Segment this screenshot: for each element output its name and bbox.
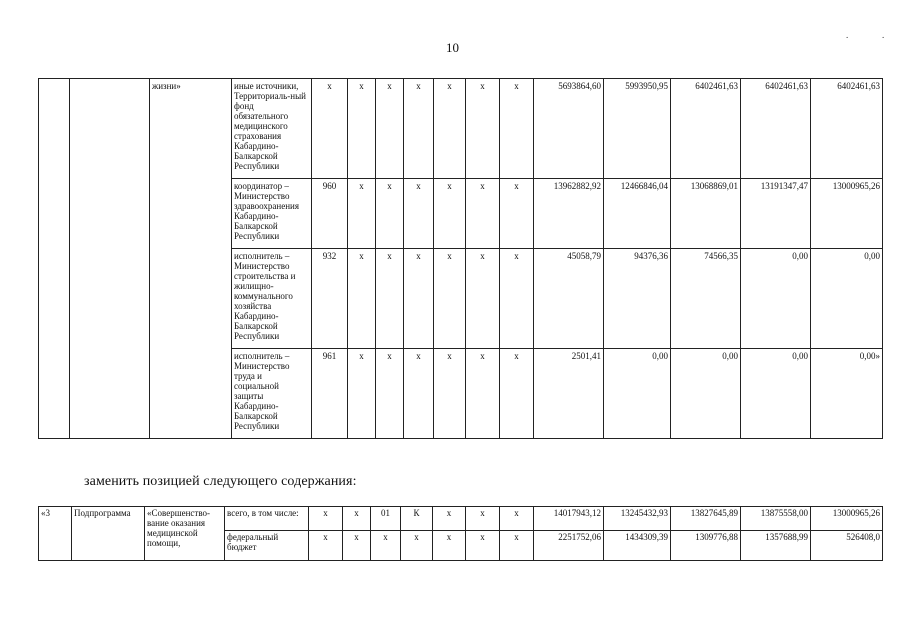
value-cell: 526408,0 <box>811 531 883 561</box>
value-cell: 1434309,39 <box>604 531 671 561</box>
value-cell: 45058,79 <box>534 249 604 349</box>
program-name-cell: «Совершенство-вание оказания медицинской помощи, <box>145 507 225 561</box>
code-cell: x <box>343 531 371 561</box>
code-cell: x <box>434 79 466 179</box>
value-cell: 0,00 <box>741 249 811 349</box>
funding-source-cell: исполнитель – Министерство труда и социальной защиты Кабардино-Балкарской Республики <box>232 349 312 439</box>
value-cell: 13962882,92 <box>534 179 604 249</box>
code-cell: x <box>500 79 534 179</box>
scan-mark: . <box>846 30 849 40</box>
position-number-cell: «3 <box>39 507 72 561</box>
value-cell: 0,00 <box>811 249 883 349</box>
program-financing-table-continuation <box>38 78 883 439</box>
value-cell: 74566,35 <box>671 249 741 349</box>
code-cell: x <box>433 507 466 531</box>
code-cell: К <box>401 507 433 531</box>
value-cell: 2251752,06 <box>534 531 604 561</box>
code-cell: x <box>404 249 434 349</box>
value-cell: 6402461,63 <box>741 79 811 179</box>
value-cell: 13875558,00 <box>741 507 811 531</box>
value-cell: 14017943,12 <box>534 507 604 531</box>
value-cell: 94376,36 <box>604 249 671 349</box>
code-cell: x <box>348 179 376 249</box>
table-cell <box>39 79 70 439</box>
value-cell: 0,00 <box>604 349 671 439</box>
table-row <box>39 79 883 179</box>
value-cell: 2501,41 <box>534 349 604 439</box>
code-cell: x <box>404 179 434 249</box>
code-cell: x <box>348 79 376 179</box>
code-cell: x <box>434 249 466 349</box>
position-type-cell: Подпрограмма <box>72 507 145 561</box>
value-cell: 0,00 <box>671 349 741 439</box>
value-cell: 1309776,88 <box>671 531 741 561</box>
code-cell: x <box>348 249 376 349</box>
code-cell: x <box>343 507 371 531</box>
code-cell: x <box>433 531 466 561</box>
table-cell <box>70 79 150 439</box>
value-cell: 12466846,04 <box>604 179 671 249</box>
code-cell: x <box>376 249 404 349</box>
code-cell: x <box>376 79 404 179</box>
scan-mark: . <box>882 30 885 40</box>
value-cell: 5693864,60 <box>534 79 604 179</box>
code-cell: x <box>404 79 434 179</box>
replacement-instruction: заменить позицией следующего содержания: <box>84 474 357 489</box>
code-cell: x <box>434 179 466 249</box>
value-cell: 6402461,63 <box>671 79 741 179</box>
funding-source-cell: всего, в том числе: <box>225 507 309 531</box>
code-cell: x <box>309 507 343 531</box>
code-cell: x <box>376 349 404 439</box>
code-cell: x <box>466 79 500 179</box>
code-cell: x <box>500 249 534 349</box>
value-cell: 0,00» <box>811 349 883 439</box>
value-cell: 5993950,95 <box>604 79 671 179</box>
code-cell: x <box>312 79 348 179</box>
value-cell: 1357688,99 <box>741 531 811 561</box>
table-row <box>39 507 883 531</box>
code-cell: x <box>466 249 500 349</box>
code-cell: x <box>466 349 500 439</box>
value-cell: 13000965,26 <box>811 179 883 249</box>
code-cell: x <box>500 179 534 249</box>
code-cell: x <box>371 531 401 561</box>
value-cell: 6402461,63 <box>811 79 883 179</box>
value-cell: 13000965,26 <box>811 507 883 531</box>
value-cell: 13245432,93 <box>604 507 671 531</box>
code-cell: x <box>466 179 500 249</box>
replacement-position-table <box>38 506 883 561</box>
funding-source-cell: координатор – Министерство здравоохранения Кабардино-Балкарской Республики <box>232 179 312 249</box>
code-cell: x <box>309 531 343 561</box>
value-cell: 13068869,01 <box>671 179 741 249</box>
code-cell: x <box>348 349 376 439</box>
code-cell: x <box>401 531 433 561</box>
code-cell: x <box>500 507 534 531</box>
funding-source-cell: исполнитель – Министерство строительства и жилищно-коммунального хозяйства Кабардино-Балкарской Республики <box>232 249 312 349</box>
code-cell: 01 <box>371 507 401 531</box>
code-cell: x <box>500 349 534 439</box>
code-cell: x <box>434 349 466 439</box>
funding-source-cell: иные источники, Территориаль-ный фонд обязательного медицинского страхования Кабардино-Балкарской Республики <box>232 79 312 179</box>
code-cell: x <box>376 179 404 249</box>
code-cell: x <box>500 531 534 561</box>
code-cell: x <box>466 507 500 531</box>
grbs-cell: 932 <box>312 249 348 349</box>
code-cell: x <box>466 531 500 561</box>
program-name-cell: жизни» <box>150 79 232 439</box>
value-cell: 13191347,47 <box>741 179 811 249</box>
funding-source-cell: федеральный бюджет <box>225 531 309 561</box>
value-cell: 13827645,89 <box>671 507 741 531</box>
grbs-cell: 960 <box>312 179 348 249</box>
value-cell: 0,00 <box>741 349 811 439</box>
code-cell: x <box>404 349 434 439</box>
page-number: 10 <box>446 40 459 55</box>
grbs-cell: 961 <box>312 349 348 439</box>
